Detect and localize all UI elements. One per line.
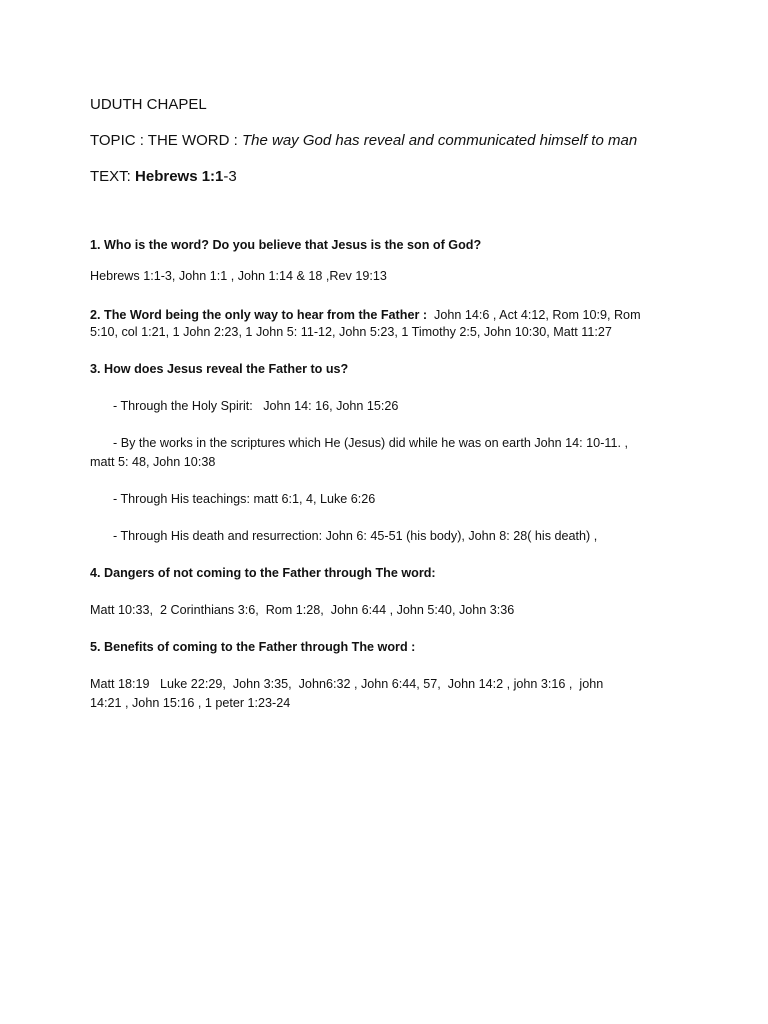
topic-label: TOPIC : THE WORD : (90, 132, 242, 149)
question-3-item-holy-spirit: - Through the Holy Spirit: John 14: 16, John 15:26 (113, 399, 399, 413)
question-5-heading: 5. Benefits of coming to the Father through The word : (90, 640, 416, 654)
question-2-line-1 (90, 306, 641, 324)
text-reference: Hebrews 1:1 (135, 168, 224, 185)
question-3-item-works: - By the works in the scriptures which He (Jesus) did while he was on earth John 14: 10-11. , (113, 436, 628, 450)
topic-line (90, 132, 637, 149)
question-4-references: Matt 10:33, 2 Corinthians 3:6, Rom 1:28, John 6:44 , John 5:40, John 3:36 (90, 603, 515, 617)
question-3-heading: 3. How does Jesus reveal the Father to us? (90, 362, 349, 376)
text-line (90, 168, 237, 185)
question-1-references: Hebrews 1:1-3, John 1:1 , John 1:14 & 18 ,Rev 19:13 (90, 269, 387, 283)
question-3-item-death-resurrection: - Through His death and resurrection: John 6: 45-51 (his body), John 8: 28( his death) , (113, 529, 598, 543)
question-2-references-continued: 5:10, col 1:21, 1 John 2:23, 1 John 5: 11-12, John 5:23, 1 Timothy 2:5, John 10:30, Matt 11:27 (90, 325, 612, 339)
question-3-item-works-continued: matt 5: 48, John 10:38 (90, 455, 216, 469)
question-2-heading: 2. The Word being the only way to hear from the Father : (90, 308, 428, 322)
topic-description: The way God has reveal and communicated himself to man (241, 132, 638, 149)
text-label: TEXT: (90, 168, 136, 185)
question-1-heading: 1. Who is the word? Do you believe that Jesus is the son of God? (90, 238, 482, 252)
text-reference-suffix: -3 (223, 168, 237, 185)
question-4-heading: 4. Dangers of not coming to the Father through The word: (90, 566, 436, 580)
question-3-item-teachings: - Through His teachings: matt 6:1, 4, Luke 6:26 (113, 492, 376, 506)
question-5-references-continued: 14:21 , John 15:16 , 1 peter 1:23-24 (90, 696, 291, 710)
question-5-references: Matt 18:19 Luke 22:29, John 3:35, John6:32 , John 6:44, 57, John 14:2 , john 3:16 , john (90, 677, 604, 691)
question-2-references-start: John 14:6 , Act 4:12, Rom 10:9, Rom (427, 308, 641, 322)
chapel-title: UDUTH CHAPEL (90, 96, 207, 113)
